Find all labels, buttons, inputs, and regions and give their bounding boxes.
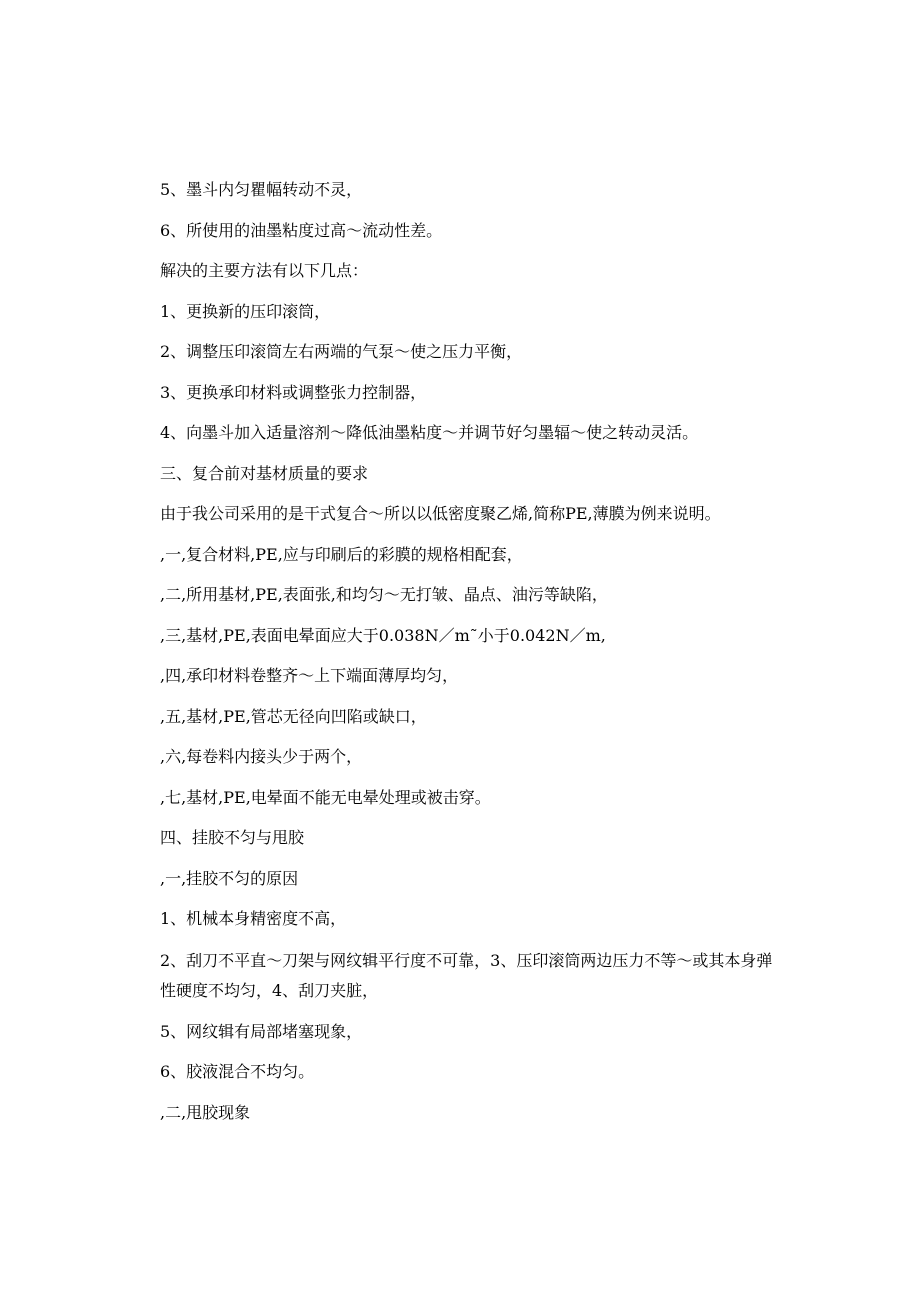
- paragraph: ,五,基材,PE,管芯无径向凹陷或缺口，: [160, 706, 427, 726]
- paragraph: 1、更换新的压印滚筒，: [160, 301, 331, 321]
- paragraph: 5、墨斗内匀瞿幅转动不灵，: [160, 180, 363, 199]
- section-heading: 三、复合前对基材质量的要求: [160, 463, 369, 483]
- paragraph: 6、所使用的油墨粘度过高～流动性差。: [160, 220, 443, 240]
- subsection-heading: ,二,甩胶现象: [160, 1102, 251, 1122]
- paragraph: ,三,基材,PE,表面电晕面应大于0.038N／m˜小于0.042N／m,: [160, 625, 606, 645]
- paragraph: 6、胶液混合不均匀。: [160, 1062, 315, 1081]
- paragraph: 1、机械本身精密度不高，: [160, 909, 347, 928]
- paragraph: ,七,基材,PE,电晕面不能无电晕处理或被击穿。: [160, 787, 491, 807]
- section-heading: 四、挂胶不匀与甩胶: [160, 828, 305, 847]
- paragraph: ,一,复合材料,PE,应与印刷后的彩膜的规格相配套，: [160, 544, 523, 564]
- paragraph: 2、刮刀不平直～刀架与网纹辑平行度不可靠，3、压印滚筒两边压力不等～或其本身弹性硬度不均匀，4、刮刀夹脏，: [160, 950, 773, 1000]
- paragraph: 4、向墨斗加入适量溶剂～降低油墨粘度～并调节好匀墨辐～使之转动灵活。: [160, 423, 699, 442]
- paragraph: ,四,承印材料卷整齐～上下端面薄厚均匀，: [160, 666, 459, 685]
- paragraph: 2、调整压印滚筒左右两端的气泵～使之压力平衡，: [160, 342, 523, 361]
- paragraph: 5、网纹辑有局部堵塞现象，: [160, 1021, 363, 1041]
- paragraph: ,二,所用基材,PE,表面张,和均匀～无打皱、晶点、油污等缺陷，: [160, 585, 608, 604]
- paragraph: 解决的主要方法有以下几点：: [160, 261, 369, 280]
- paragraph: 3、更换承印材料或调整张力控制器，: [160, 382, 427, 402]
- subsection-heading: ,一,挂胶不匀的原因: [160, 868, 299, 888]
- paragraph: 由于我公司采用的是干式复合～所以以低密度聚乙烯,简称PE,薄膜为例来说明。: [160, 504, 721, 523]
- document-body: [160, 170, 780, 1133]
- paragraph: ,六,每卷料内接头少于两个，: [160, 747, 363, 766]
